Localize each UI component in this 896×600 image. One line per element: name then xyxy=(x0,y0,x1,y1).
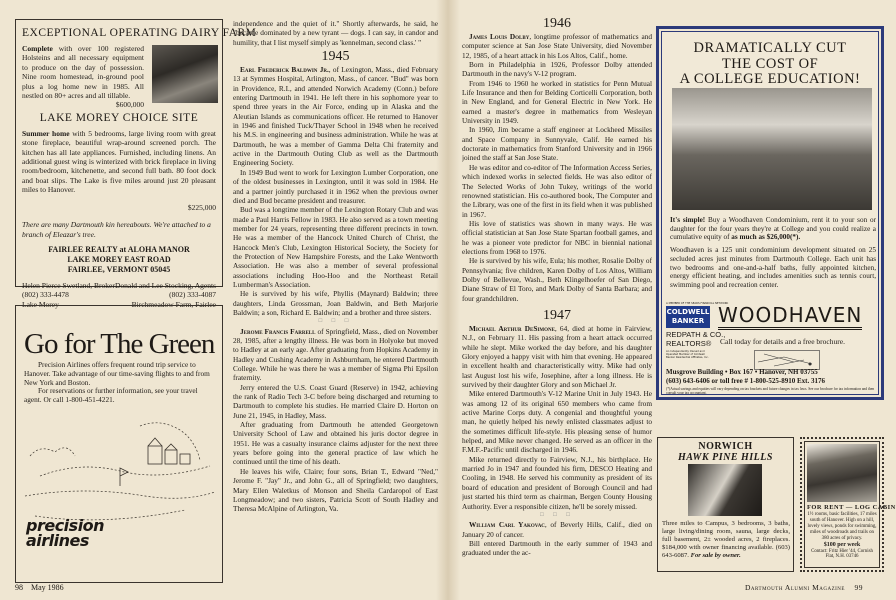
obit-yakovac-p2: Bill entered Dartmouth in the early summer of 1943 and graduated under the ac- xyxy=(462,538,652,558)
obit-baldwin-p3: Bud was a longtime member of the Lexington Rotary Club and was made a Paul Harris Fellow in 1983. He also served as a town meeting member for 24 years, representing three different precincts in town. He was a member of the Hancock United Church of Christ, the Hancock Men's Club, Lexington Historical Society, the Society for the Protection of New Hampshire Forests, and the Lake Wentworth Association. He was also a member of several professional associations including Hoo-Hoo and the Northeast Retail Lumberman's Association. xyxy=(233,205,438,289)
logo-coldwell: COLDWELL xyxy=(666,308,710,316)
obit-farrell-p1 xyxy=(233,327,438,383)
lake-morey-title: LAKE MOREY CHOICE SITE xyxy=(39,111,199,124)
agents-location: Birchmeadow Farm, Fairlee xyxy=(131,299,216,309)
dairy-farm-ad xyxy=(15,19,257,309)
log-cabin-photo xyxy=(807,444,877,502)
page-gutter xyxy=(436,0,460,600)
redpath-realtors xyxy=(666,331,725,348)
page-number-99: 99 xyxy=(854,583,863,592)
airline-paragraph-2: For reservations or further information, see your travel agent. Or call 1-800-451-4221. xyxy=(24,386,198,405)
obit-text: , of Beverly Hills, Calif., died on January 20 of cancer. xyxy=(462,520,652,539)
woodhaven-paragraph-2: Woodhaven is a 125 unit condominium development situated on 25 secluded acres just minutes from Dartmouth College. Each unit has two bedrooms and one-and-a-half baths, fully appointed kitchen, energy efficient heating, and includes amenities such as tennis court, swimming pool and recreation center. xyxy=(670,246,876,289)
airline-copy xyxy=(24,361,214,405)
logo-word-airlines: airlines xyxy=(26,531,89,550)
coldwell-banker-logo xyxy=(666,306,710,328)
precision-airlines-logo xyxy=(26,518,104,548)
woodhaven-ad xyxy=(656,26,884,400)
woodhaven-phone: (603) 643-6406 or toll free # 1-800-525-8910 Ext. 3176 xyxy=(666,376,825,385)
obit-name-farrell: Jerome Francis Farrell xyxy=(240,326,316,336)
obit-yakovac-p1 xyxy=(462,520,652,539)
obit-dolby-p2: Born in Philadelphia in 1926, Professor Dolby attended Dartmouth in the navy's V-12 program. xyxy=(462,60,652,79)
airline-paragraph-1: Precision Airlines offers frequent round trip service to Hanover. Take advantage of our time-saving flights to and from New York and Boston. xyxy=(24,360,210,387)
realty-town: FAIRLEE, VERMONT 05045 xyxy=(67,264,171,274)
house-photo xyxy=(688,464,762,516)
broker-line-1: REDPATH & CO., xyxy=(666,330,726,339)
obituaries-right-column xyxy=(462,14,652,600)
obit-farrell-p4: He leaves his wife, Claire; four sons, Brian T., Edward "Ned," Jerome F. "Jay" Jr., and John G., all of Springfield; two daughters, Mary Ellen Waletkus of Monson and Sheila Cardaropol of East Longmeadow; and two sisters, Patricia Scott of South Hadley and Theresa McAlpine of Arlington, Va. xyxy=(233,466,438,514)
obit-desimone-p3: Mike returned directly to Fairview, N.J., his birthplace. He married Jo in 1947 and founded his firm, DESCO Heating and Cooling, in 1948. He served his community as president of its board of education and president of Borough Council and had just started his third term as chairman, Bergen County Housing Authority. Ever a responsible citizen, he'll be sorely missed. xyxy=(462,454,652,511)
obit-text: , of Lexington, Mass., died February 13 at Symmes Hospital, Arlington, Mass., of cancer. "Bud" was born in Providence, R.I., and attended Norwich Academy (Conn.) before entering Dartmouth in 1941. He left there in his sophomore year to spend three years in the Air Force, ending up in Alaska and the Aleutian Islands as communications officer. He returned to Hanover in 1946 and finished Tuck/Thayer School in 1948 when he received his M.S. in engineering and business administration. While he was at Dartmouth, he was a member of Gamma Delta Chi fraternity and active in the Dartmouth Outing Club as well as the Dartmouth Engineering Society. xyxy=(233,65,438,168)
obit-name-yakovac: William Carl Yakovac xyxy=(469,520,545,530)
obituaries-left-column xyxy=(233,19,438,549)
obit-baldwin-p2: In 1949 Bud went to work for Lexington Lumber Corporation, one of the oldest businesses in Lexington, until it was sold in 1984. He and a partner jointly purchased it in 1962 when the previous owner died and Bud became president and treasurer. xyxy=(233,167,438,205)
obit-name-desimone: Michael Arthur DeSimone xyxy=(469,323,555,333)
obit-baldwin-p4: He is survived by his wife, Phyllis (Maynard) Baldwin; three daughters, Linda Grossman, Joan Baldwin, and Beth Marjorie Baldwin; a son, Richard E. Baldwin; and a brother and three sisters. xyxy=(233,289,438,317)
obit-dolby-p6: His love of statistics was shown in many ways. He was official statistician at San Jose State Spartan football games, and he was a pioneer vote predictor for NBC in biennial national elections from 1968 to 1976. xyxy=(462,218,652,256)
magazine-name: Dartmouth Alumni Magazine xyxy=(745,583,845,592)
separator: □ □ □ xyxy=(540,511,574,518)
logo-banker: BANKER xyxy=(671,317,705,325)
realty-name: FAIRLEE REALTY at ALOHA MANOR xyxy=(48,244,190,254)
obit-dolby-p5: He was editor and co-editor of The Information Access Series, which indexed works in selected fields. He was also editor of The Selected Works of John Tukey, writings of the world renowned statistician. His co-authored book, The Computer and the Library, was one of the first in its field when it was published in 1967. xyxy=(462,162,652,219)
class-year-1947: 1947 xyxy=(543,307,571,323)
woodhaven-text: Buy a Woodhaven Condominium, rent it to your son or daughter for the four years they're at College and you could realize a cumulative equity of xyxy=(670,216,876,242)
headline-line-2: THE COST OF xyxy=(721,55,819,72)
class-year-1945: 1945 xyxy=(321,49,350,65)
log-cabin-ad xyxy=(800,437,896,572)
site-text: with 5 bedrooms, large living room with great stone fireplace, beautiful wrap-around screened porch. The kitchen has all late appliances. Furnished, including linens. An additional guest wing is winterized with brick fireplace in living room/bedroom, kitchenette, and second full bath. 80 foot dock and boat slips. The Lake is five miles around just 20 pleasant miles to Hanover. xyxy=(22,128,217,195)
farm-price: $600,000 xyxy=(115,100,144,110)
obit-dolby-p7: He is survived by his wife, Eula; his mother, Rosalie Dolby of Pennsylvania; five children, Karen Dolby of Los Altos, William Dolby of Bellevue, Wash., Beth Klingelhoefer of San Diego, Diane Straw of El Toro, and Mark Dolby of Santa Barbara; and four grandchildren. xyxy=(462,256,652,303)
norwich-text: Three miles to Campus, 3 bedrooms, 3 baths, large living/dining room, sauna, large decks, full basement, 2± wooded acres, 2 fireplaces. $184,000 with owner financing available. (603) 643-6087. xyxy=(662,520,790,559)
obit-text: of Springfield, Mass., died on November 28, 1985, after a lengthy illness. He was born in Holyoke but moved to Hadley at an early age. After graduating from Hopkins Academy in Hadley and Cushing Academy in Ashburnham, he entered Dartmouth College. While he was there he was a member of Sigma Phi Epsilon fraternity. xyxy=(233,326,438,383)
farm-description xyxy=(22,44,144,100)
farm-lead: Complete xyxy=(22,44,53,53)
broker-note: An Independently Owned and Operated Member of Coldwell Banker Residential Affiliates, Inc. xyxy=(666,350,709,359)
woodhaven-address: Musgrove Building • Box 167 • Hanover, NH 03755 xyxy=(666,368,818,376)
woodhaven-logo: WOODHAVEN xyxy=(718,303,862,330)
condominium-photo xyxy=(672,88,872,210)
continued-text: independence and the quiet of it." Shortly afterwards, he said, he "became dominated by a new tyrant — dogs. I can say, in candor and humility, that I list myself simply as 'kennelman, second class.' " xyxy=(233,19,438,47)
left-folio xyxy=(15,583,64,592)
location-map xyxy=(754,350,820,370)
page-number-98: 98 xyxy=(15,583,23,592)
obit-name-baldwin: Earl Frederick Baldwin Jr. xyxy=(240,65,329,75)
precision-airlines-ad xyxy=(15,305,223,583)
woodhaven-footnote: (*)Actual savings and equities will vary depending on tax brackets and future changes in tax laws. See our brochure for tax information and then consult your tax accountant. xyxy=(666,387,875,396)
obit-baldwin-p1 xyxy=(233,65,438,168)
logo-word-precision: precision xyxy=(26,516,105,535)
obit-text: , 64, died at home in Fairview, N.J., on February 11. His passing from a heart attack occurred while he slept. Mike worked the day before, and his daughter Glory enjoyed a happy visit with him that evening. He appeared in excellent health and characteristically witty. Mike had only last August lost his wife, Josephine, after a long illness. He is survived by their daughter Glory and son Michael Jr. xyxy=(462,323,652,390)
site-lead: Summer home xyxy=(22,128,70,138)
cabin-description: 1½ rooms, basic facilities, 17 miles south of Hanover. High on a hill, lovely views, ponds for swimming, miles of woodroads and trails on 380 acres of privacy. xyxy=(807,512,877,541)
airline-headline: Go for The Green xyxy=(24,328,215,360)
farm-text: with over 100 registered Holsteins and all necessary equipment to produce on the day of possession. Nine room homestead, in-ground pool plus a log home new in 1985. All nestled on 80+ acres and all tillable. xyxy=(22,44,144,101)
obit-dolby-p4: In 1960, Jim became a staff engineer at Lockheed Missiles and Space Company in Sunnyvale, Calif. He earned his doctorate in mathematics from Stanford University and in 1966 joined the staff at San Jose State. xyxy=(462,125,652,163)
issue-date: May 1986 xyxy=(31,583,64,592)
for-sale-by-owner: For sale by owner. xyxy=(690,551,741,559)
site-description xyxy=(22,129,216,195)
woodhaven-equity: as much as $26,000(*). xyxy=(731,233,801,242)
headline-line-3: A COLLEGE EDUCATION! xyxy=(679,71,861,87)
norwich-subtitle: HAWK PINE HILLS xyxy=(678,452,773,463)
broker-location: Lake Morey xyxy=(22,299,59,309)
agents-phone: (802) 333-4087 xyxy=(169,290,216,300)
cabin-title: FOR RENT — LOG CABIN xyxy=(807,504,896,511)
class-year-1946: 1946 xyxy=(543,16,571,31)
obit-text: , longtime professor of mathematics and computer science at San Jose State University, died November 12, 1985, of a heart attack in his Los Altos, Calif., home. xyxy=(462,32,652,60)
broker-line-2: REALTORS® xyxy=(666,338,712,348)
obit-dolby-p3: From 1946 to 1960 he worked in statistics for Penn Mutual Life Insurance and then for Belding Corticelli Corporation, both in New England, and for General Electric in New York. He earned a master's degree in mathematics from Wesleyan University in 1949. xyxy=(462,78,652,126)
obit-farrell-p2: Jerry entered the U.S. Coast Guard (Reserve) in 1942, achieving the rank of Radio Tech 3-C before being discharged and returning to Dartmouth to complete his studies. He married Claire D. Horton on June 21, 1945, in Hadley, Mass. xyxy=(233,382,438,420)
woodhaven-copy xyxy=(670,216,876,290)
norwich-title: NORWICH xyxy=(698,441,753,452)
broker-name: Helen Pierce Swetland, Broker xyxy=(22,280,115,290)
norwich-description xyxy=(662,520,790,560)
obit-dolby-p1 xyxy=(462,32,652,60)
obit-desimone-p1 xyxy=(462,324,652,389)
cabin-contact: Contact: Fritz Hier '44, Cornish Flat, N.H. 03746 xyxy=(811,548,873,560)
realty-road: LAKE MOREY EAST ROAD xyxy=(67,254,171,264)
sears-network-label: A MEMBER OF THE SEARS FINANCIAL NETWORK xyxy=(666,302,729,305)
agents-name: Donald and Lee Stocking, Agents xyxy=(114,280,216,290)
dairy-farm-title: EXCEPTIONAL OPERATING DAIRY FARM xyxy=(22,27,257,39)
broker-phone: (802) 333-4478 xyxy=(22,290,69,300)
woodhaven-lead: It's simple! xyxy=(670,216,706,224)
right-folio xyxy=(745,583,863,592)
woodhaven-headline xyxy=(670,41,870,88)
farm-photo xyxy=(152,45,218,103)
obit-desimone-p2: Mike entered Dartmouth's V-12 Marine Unit in July 1943. He was among 12 of its original 650 members who came from active Marine Corps duty. A congenial and thoughtful young man, he quietly helped his newly enlisted classmates adjust to the sometimes difficult life-style. His pleasing sense of humor helped, and Mike never changed. He served as an officer in the F.M.F.-Pacific until discharged in 1946. xyxy=(462,389,652,455)
cabin-price: $100 per week xyxy=(823,541,861,548)
norwich-ad xyxy=(657,437,794,572)
site-price: $225,000 xyxy=(187,202,216,212)
woodhaven-contact xyxy=(666,368,825,385)
obit-name-dolby: James Louis Dolby xyxy=(469,32,530,41)
tagline: There are many Dartmouth kin hereabouts. We're attached to a branch of Eleazar's tree. xyxy=(22,220,211,239)
obit-farrell-p3: After graduating from Dartmouth he attended Georgetown University School of Law and obtained his juris doctor degree in 1951. He was a casualty insurance claims adjuster for the next three years before going into the general practice of law which he continued until the time of his death. xyxy=(233,420,438,467)
separator: □ □ □ xyxy=(318,318,353,325)
headline-line-1: DRAMATICALLY CUT xyxy=(693,40,847,56)
realty-address xyxy=(22,245,216,275)
call-to-action: Call today for details and a free brochure. xyxy=(720,337,845,346)
woodhaven-paragraph-1 xyxy=(670,216,876,242)
